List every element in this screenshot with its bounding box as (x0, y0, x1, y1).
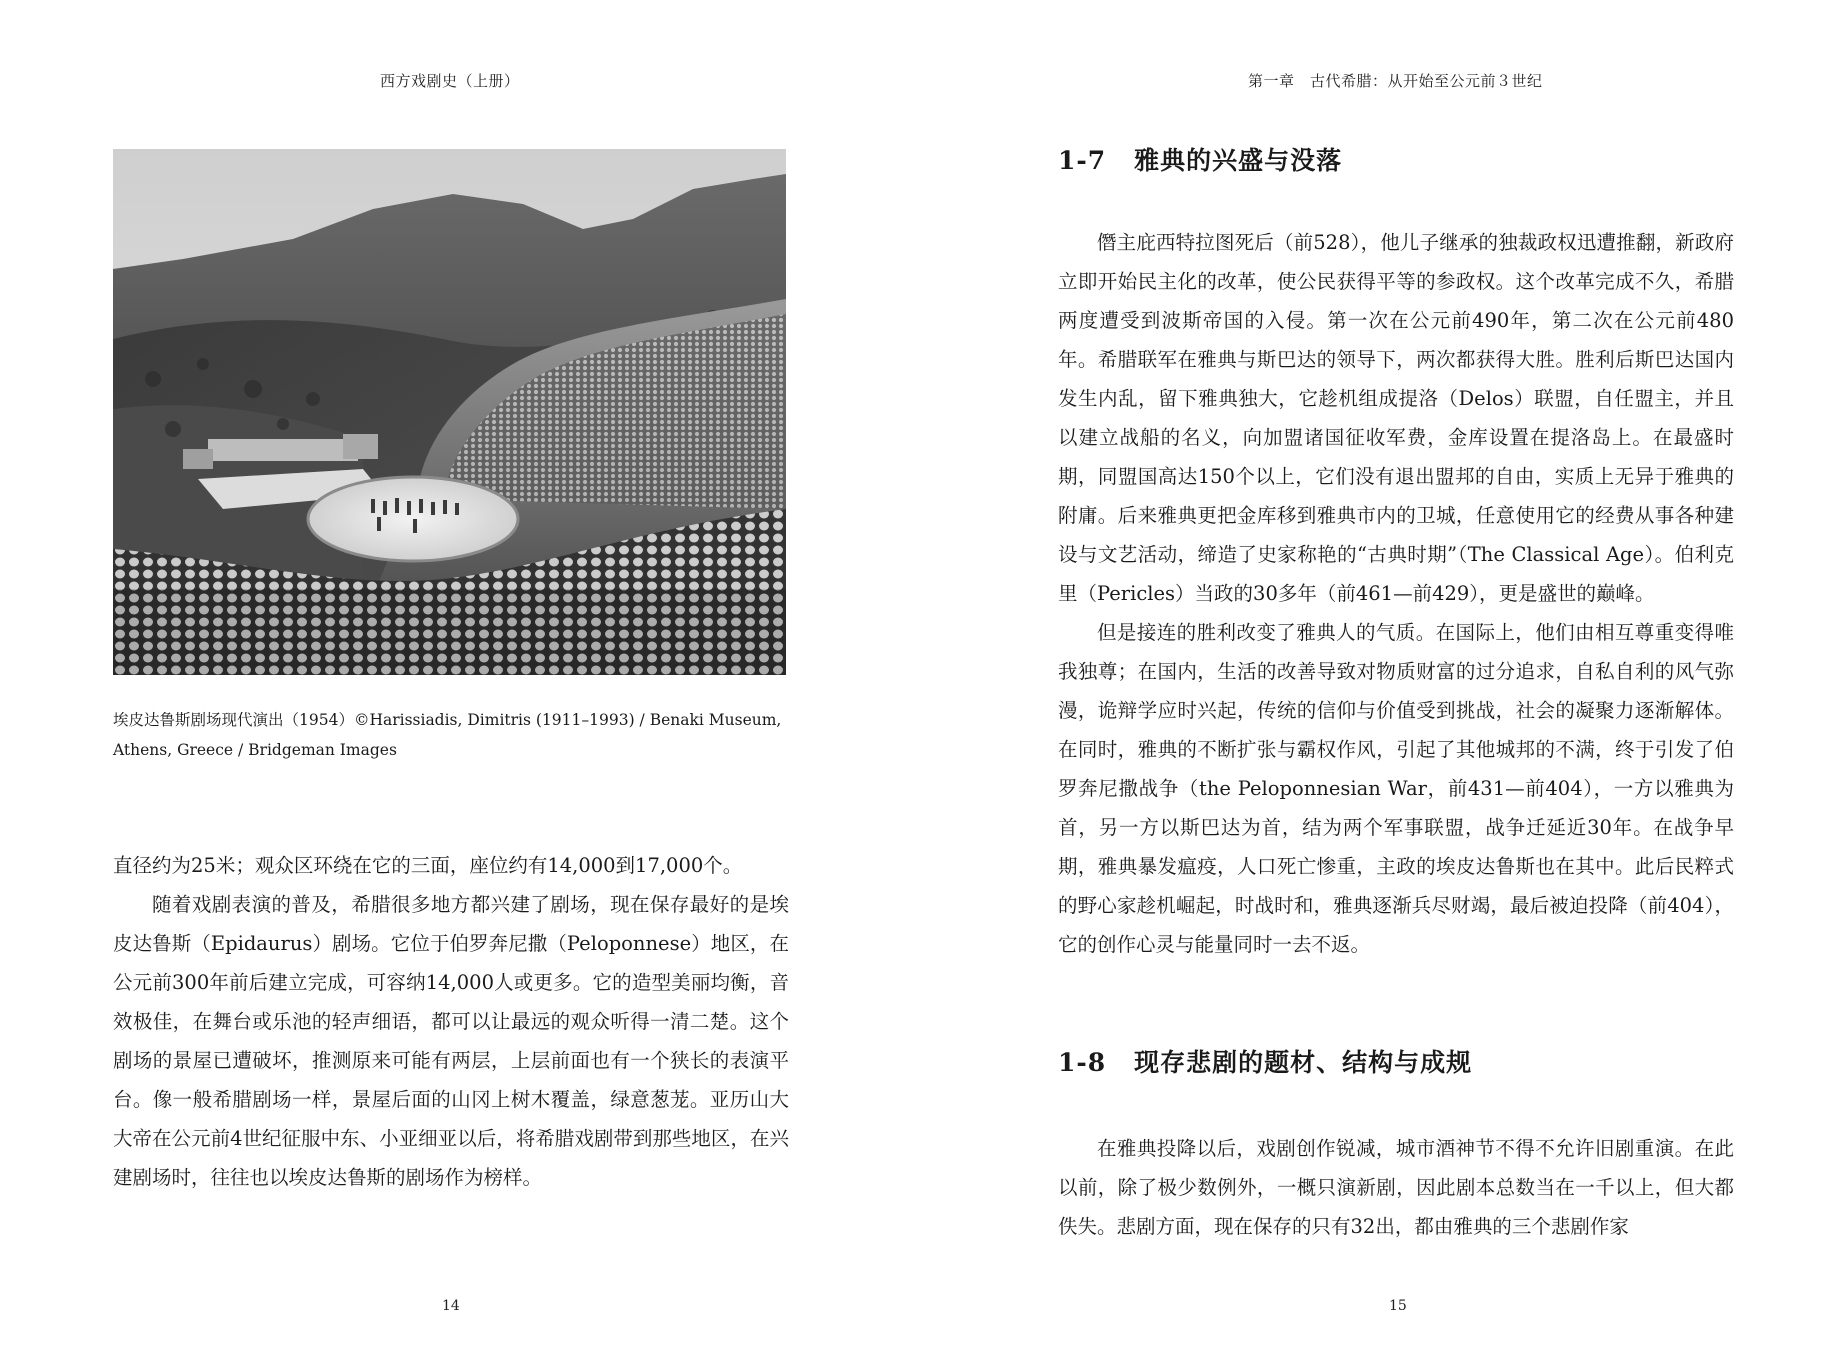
amphitheater-photo (113, 149, 786, 675)
section-body (1058, 1129, 1734, 1246)
section-number: 1-7 (1058, 146, 1107, 175)
section-title: 雅典的兴盛与没落 (1134, 146, 1343, 175)
left-body-text (113, 846, 789, 1197)
page-number-left: 14 (442, 1298, 460, 1314)
paragraph: 僭主庇西特拉图死后（前528），他儿子继承的独裁政权迅遭推翻，新政府立即开始民主化的改革，使公民获得平等的参政权。这个改革完成不久，希腊两度遭受到波斯帝国的入侵。第一次在公元前490年，第二次在公元前480年。希腊联军在雅典与斯巴达的领导下，两次都获得大胜。胜利后斯巴达国内发生内乱，留下雅典独大，它趁机组成提洛（Delos）联盟，自任盟主，并且以建立战船的名义，向加盟诸国征收军费，金库设置在提洛岛上。在最盛时期，同盟国高达150个以上，它们没有退出盟邦的自由，实质上无异于雅典的附庸。后来雅典更把金库移到雅典市内的卫城，任意使用它的经费从事各种建设与文艺活动，缔造了史家称艳的“古典时期”（The Classical Age）。伯利克里（Pericles）当政的30多年（前461—前429），更是盛世的巅峰。 (1058, 231, 1734, 605)
section-body (1058, 223, 1734, 964)
amphitheater-photo-illustration (113, 149, 786, 675)
paragraph: 但是接连的胜利改变了雅典人的气质。在国际上，他们由相互尊重变得唯我独尊；在国内，生活的改善导致对物质财富的过分追求，自私自利的风气弥漫，诡辩学应时兴起，传统的信仰与价值受到挑战，社会的凝聚力逐渐解体。在同时，雅典的不断扩张与霸权作风，引起了其他城邦的不满，终于引发了伯罗奔尼撒战争（the Peloponnesian War，前431—前404），一方以雅典为首，另一方以斯巴达为首，结为两个军事联盟，战争迁延近30年。在战争早期，雅典暴发瘟疫，人口死亡惨重，主政的埃皮达鲁斯也在其中。此后民粹式的野心家趁机崛起，时战时和，雅典逐渐兵尽财竭，最后被迫投降（前404），它的创作心灵与能量同时一去不返。 (1058, 621, 1734, 956)
left-page (0, 0, 915, 1358)
section-heading (1058, 141, 1734, 181)
right-page (915, 0, 1831, 1358)
page-number-right: 15 (1389, 1298, 1407, 1314)
photo-caption: 埃皮达鲁斯剧场现代演出（1954）©Harissiadis, Dimitris (1911–1993) / Benaki Museum, Athens, Greece / Bridgeman Images (113, 711, 782, 759)
section-title: 现存悲剧的题材、结构与成规 (1134, 1048, 1473, 1077)
section-number: 1-8 (1058, 1048, 1107, 1077)
section-1-8 (1058, 1043, 1734, 1246)
section-heading (1058, 1043, 1734, 1083)
section-1-7 (1058, 141, 1734, 964)
paragraph: 随着戏剧表演的普及，希腊很多地方都兴建了剧场，现在保存最好的是埃皮达鲁斯（Epidaurus）剧场。它位于伯罗奔尼撒（Peloponnese）地区，在公元前300年前后建立完成，可容纳14,000人或更多。它的造型美丽均衡，音效极佳，在舞台或乐池的轻声细语，都可以让最远的观众听得一清二楚。这个剧场的景屋已遭破坏，推测原来可能有两层，上层前面也有一个狭长的表演平台。像一般希腊剧场一样，景屋后面的山冈上树木覆盖，绿意葱茏。亚历山大大帝在公元前4世纪征服中东、小亚细亚以后，将希腊戏剧带到那些地区，在兴建剧场时，往往也以埃皮达鲁斯的剧场作为榜样。 (113, 893, 789, 1189)
paragraph: 在雅典投降以后，戏剧创作锐减，城市酒神节不得不允许旧剧重演。在此以前，除了极少数例外，一概只演新剧，因此剧本总数当在一千以上，但大都佚失。悲剧方面，现在保存的只有32出，都由雅典的三个悲剧作家 (1058, 1137, 1734, 1238)
paragraph: 直径约为25米；观众区环绕在它的三面，座位约有14,000到17,000个。 (113, 854, 743, 877)
running-head-left: 西方戏剧史（上册） (380, 72, 520, 90)
running-head-right: 第一章 古代希腊：从开始至公元前３世纪 (1248, 72, 1543, 90)
